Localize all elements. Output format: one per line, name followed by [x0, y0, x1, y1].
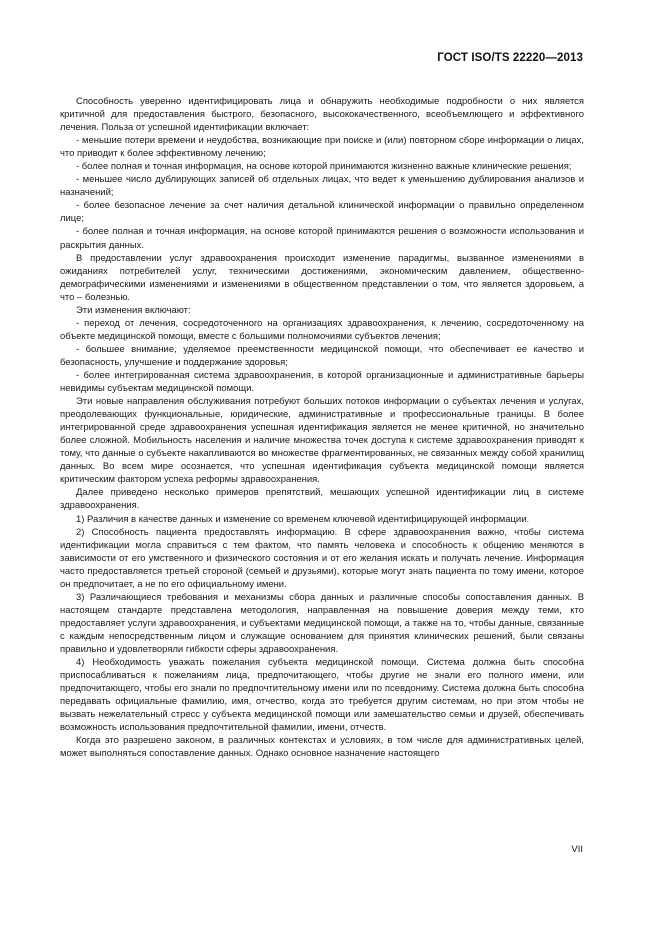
paragraph: Далее приведено несколько примеров препятствий, мешающих успешной идентификации лиц в системе здравоохранения. — [60, 487, 584, 512]
paragraph: Способность уверенно идентифицировать лица и обнаружить необходимые подробности о них является критичной для предоставления быстрого, безопасного, высококачественного, всеобъемлющего и эффективного лечения. Польза от успешной идентификации включает: — [60, 96, 584, 134]
body-text — [60, 95, 584, 760]
paragraph: В предоставлении услуг здравоохранения происходит изменение парадигмы, вызванное изменениями в ожиданиях потребителей услуг, техническими достижениями, экономическим давлением, общественно-демографическими изменениями и изменениями в общественном представлении о том, что является здоровьем, а что – болезнью. — [60, 252, 584, 303]
page-number: VII — [571, 844, 583, 855]
paragraph: - более полная и точная информация, на основе которой принимаются жизненно важные клинические решения; — [76, 161, 572, 173]
paragraph: - переход от лечения, сосредоточенного на организациях здравоохранения, к лечению, сосредоточенному на объекте медицинской помощи, вместе с большими полномочиями субъектов лечения; — [60, 317, 584, 342]
paragraph: Эти новые направления обслуживания потребуют больших потоков информации о субъектах лечения и услугах, преодолевающих функциональные, юридические, административные и профессиональные границы. В более интегрированной среде здравоохранения успешная идентификация является не менее критичной, но значительно более сложной. Мобильность населения и наличие множества точек доступа к системе здравоохранения приводят к тому, что данные о субъекте накапливаются во множестве фрагментированных, не связанных между собой хранилищ данных. Во всем мире осознается, что успешная идентификация субъекта медицинской помощи является критическим фактором успеха реформы здравоохранения. — [60, 396, 584, 486]
paragraph: - большее внимание, уделяемое преемственности медицинской помощи, что обеспечивает ее качество и безопасность, улучшение и поддержание здоровья; — [60, 343, 584, 368]
paragraph: Когда это разрешено законом, в различных контекстах и условиях, в том числе для административных целей, может выполняться сопоставление данных. Однако основное назначение настоящего — [60, 735, 584, 760]
paragraph: - более безопасное лечение за счет наличия детальной клинической информации о правильно определенном лице; — [60, 200, 584, 225]
paragraph: - более интегрированная система здравоохранения, в которой организационные и административные барьеры невидимы субъектам медицинской помощи. — [60, 369, 584, 395]
paragraph: 1) Различия в качестве данных и изменение со временем ключевой идентифицирующей информации. — [76, 513, 530, 525]
paragraph: - меньшее число дублирующих записей об отдельных лицах, что ведет к уменьшению дублирования анализов и назначений; — [60, 174, 584, 199]
paragraph: 2) Способность пациента предоставлять информацию. В сфере здравоохранения важно, чтобы система идентификации могла справиться с тем фактом, что память человека и способность к общению меняются в зависимости от его умственного и физического состояния и от его желания искать и получать лечение. Информация часто предоставляется третьей стороной (семьей и друзьями), которые могут знать пациента по тому имени, которое он предпочитает, а не по его официальному имени. — [60, 526, 584, 590]
paragraph: - более полная и точная информация, на основе которой принимаются решения о возможности использования и раскрытия данных. — [60, 226, 584, 251]
paragraph: 4) Необходимость уважать пожелания субъекта медицинской помощи. Система должна быть способна приспосабливаться к пожеланиям лица, предпочитающего, чтобы другие не знали его полного имени, или предпочитающего, чтобы его знали по предпочтительному имени или по псевдониму. Система должна быть способна передавать официальные фамилию, имя, отчество, когда это требуется другим системам, но при этом чтобы не вызвать нежелательный стресс у субъекта медицинской помощи или замешательство семьи и друзей, обеспечивать возможность использования предпочтительной фамилии, имени, отчеств. — [60, 657, 584, 734]
paragraph: - меньшие потери времени и неудобства, возникающие при поиске и (или) повторном сборе информации о лицах, что приводит к более эффективному лечению; — [60, 135, 584, 160]
paragraph: 3) Различающиеся требования и механизмы сбора данных и различные способы сопоставления данных. В настоящем стандарте представлена методология, направленная на повышение доверия между теми, кто предоставляет услуги здравоохранения, и субъектами медицинской помощи, а также на то, чтобы данные, связанные с каждым непосредственным лицом и служащие основанием для принятия клинических решений, были связаны правильно и удовлетворяли гибкости сферы здравоохранения. — [60, 591, 584, 655]
document-header: ГОСТ ISO/TS 22220—2013 — [437, 52, 583, 64]
paragraph: Эти изменения включают: — [76, 304, 191, 316]
